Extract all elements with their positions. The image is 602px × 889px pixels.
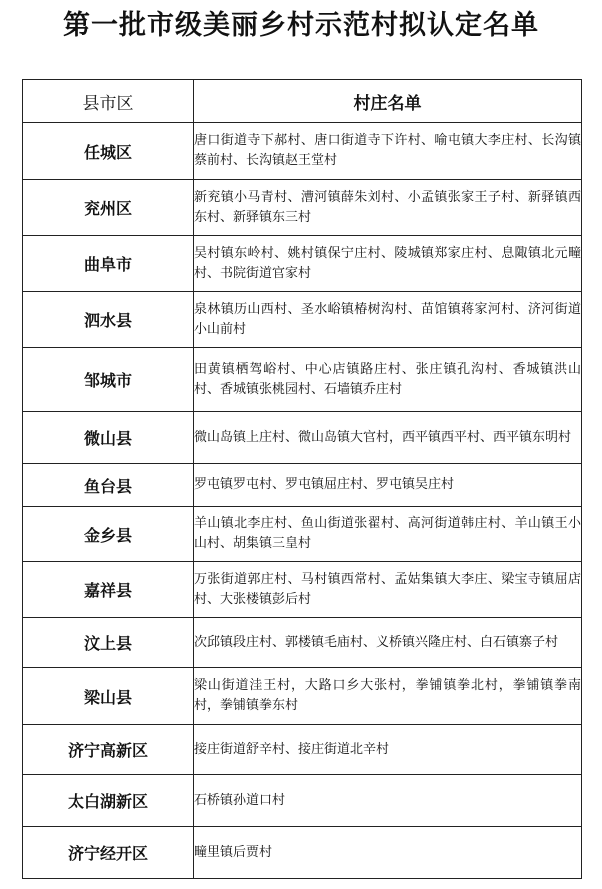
county-cell: 泗水县: [23, 292, 194, 348]
table-row: [23, 827, 582, 879]
table-row: [23, 775, 582, 827]
county-cell: 兖州区: [23, 180, 194, 236]
table-row: [23, 725, 582, 775]
villages-cell: 石桥镇孙道口村: [194, 775, 582, 827]
county-cell: 太白湖新区: [23, 775, 194, 827]
villages-cell: 田黄镇栖驾峪村、中心店镇路庄村、张庄镇孔沟村、香城镇洪山村、香城镇张桃园村、石墙镇乔庄村: [194, 348, 582, 412]
county-cell: 鱼台县: [23, 464, 194, 507]
county-cell: 任城区: [23, 123, 194, 180]
villages-cell: 万张街道郭庄村、马村镇西常村、孟姑集镇大李庄、梁宝寺镇屈店村、大张楼镇彭后村: [194, 562, 582, 618]
county-cell: 汶上县: [23, 618, 194, 668]
villages-cell: 疃里镇后贾村: [194, 827, 582, 879]
page-title: 第一批市级美丽乡村示范村拟认定名单: [63, 10, 539, 41]
villages-cell: 唐口街道寺下郝村、唐口街道寺下许村、喻屯镇大李庄村、长沟镇蔡前村、长沟镇赵王堂村: [194, 123, 582, 180]
table-row: [23, 618, 582, 668]
county-cell: 梁山县: [23, 668, 194, 725]
county-cell: 曲阜市: [23, 236, 194, 292]
county-cell: 微山县: [23, 412, 194, 464]
table-header-row: [23, 80, 582, 123]
table-row: [23, 668, 582, 725]
villages-cell: 泉林镇历山西村、圣水峪镇椿树沟村、苗馆镇蒋家河村、济河街道小山前村: [194, 292, 582, 348]
header-county: 县市区: [23, 80, 194, 123]
table-row: [23, 348, 582, 412]
county-cell: 邹城市: [23, 348, 194, 412]
table-row: [23, 236, 582, 292]
table-row: [23, 562, 582, 618]
villages-cell: 新兖镇小马青村、漕河镇薛朱刘村、小孟镇张家王子村、新驿镇西东村、新驿镇东三村: [194, 180, 582, 236]
county-cell: 济宁经开区: [23, 827, 194, 879]
county-cell: 嘉祥县: [23, 562, 194, 618]
villages-cell: 梁山街道洼王村，大路口乡大张村，拳铺镇拳北村，拳铺镇拳南村，拳铺镇拳东村: [194, 668, 582, 725]
table-row: [23, 507, 582, 562]
table-row: [23, 292, 582, 348]
table-row: [23, 412, 582, 464]
table-row: [23, 464, 582, 507]
villages-cell: 次邱镇段庄村、郭楼镇毛庙村、义桥镇兴隆庄村、白石镇寨子村: [194, 618, 582, 668]
header-villages: 村庄名单: [194, 80, 582, 123]
villages-cell: 罗屯镇罗屯村、罗屯镇屈庄村、罗屯镇吴庄村: [194, 464, 582, 507]
villages-cell: 微山岛镇上庄村、微山岛镇大官村，西平镇西平村、西平镇东明村: [194, 412, 582, 464]
table-row: [23, 180, 582, 236]
county-cell: 金乡县: [23, 507, 194, 562]
villages-cell: 吴村镇东岭村、姚村镇保宁庄村、陵城镇郑家庄村、息陬镇北元疃村、书院街道官家村: [194, 236, 582, 292]
village-list-table: [22, 79, 582, 879]
table-row: [23, 123, 582, 180]
villages-cell: 接庄街道舒辛村、接庄街道北辛村: [194, 725, 582, 775]
county-cell: 济宁高新区: [23, 725, 194, 775]
villages-cell: 羊山镇北李庄村、鱼山街道张翟村、高河街道韩庄村、羊山镇王小山村、胡集镇三皇村: [194, 507, 582, 562]
